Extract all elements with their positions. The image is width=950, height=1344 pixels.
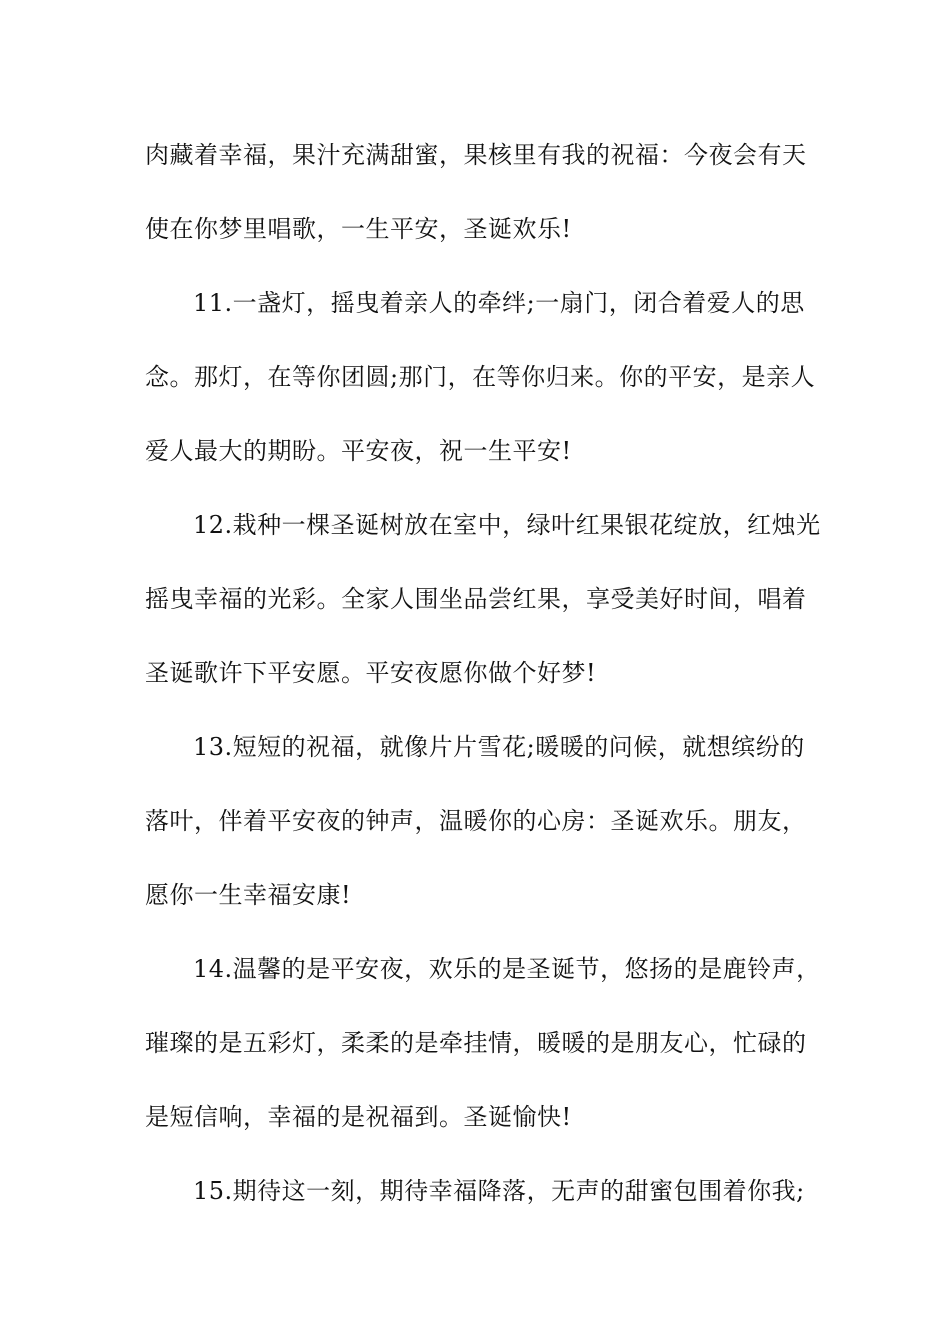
- text-line: 圣诞歌许下平安愿。平安夜愿你做个好梦!: [145, 659, 597, 687]
- text-line: 使在你梦里唱歌，一生平安，圣诞欢乐!: [145, 215, 572, 243]
- text-line: 念。那灯，在等你团圆;那门，在等你归来。你的平安，是亲人: [145, 363, 816, 391]
- document-body: [145, 118, 821, 1228]
- text-line: 落叶，伴着平安夜的钟声，温暖你的心房：圣诞欢乐。朋友，: [145, 807, 807, 835]
- text-line: 11.一盏灯，摇曳着亲人的牵绊;一扇门，闭合着爱人的思: [193, 289, 805, 317]
- text-line: 爱人最大的期盼。平安夜，祝一生平安!: [145, 437, 572, 465]
- text-line: 12.栽种一棵圣诞树放在室中，绿叶红果银花绽放，红烛光: [193, 511, 821, 539]
- text-line: 愿你一生幸福安康!: [145, 881, 352, 909]
- text-line: 15.期待这一刻，期待幸福降落，无声的甜蜜包围着你我;: [193, 1177, 805, 1205]
- text-line: 是短信响，幸福的是祝福到。圣诞愉快!: [145, 1103, 572, 1131]
- text-line: 13.短短的祝福，就像片片雪花;暖暖的问候，就想缤纷的: [193, 733, 805, 761]
- text-line: 璀璨的是五彩灯，柔柔的是牵挂情，暖暖的是朋友心，忙碌的: [145, 1029, 807, 1057]
- text-line: 摇曳幸福的光彩。全家人围坐品尝红果，享受美好时间，唱着: [145, 585, 807, 613]
- text-line: 14.温馨的是平安夜，欢乐的是圣诞节，悠扬的是鹿铃声，: [193, 955, 821, 983]
- text-line: 肉藏着幸福，果汁充满甜蜜，果核里有我的祝福：今夜会有天: [145, 141, 807, 169]
